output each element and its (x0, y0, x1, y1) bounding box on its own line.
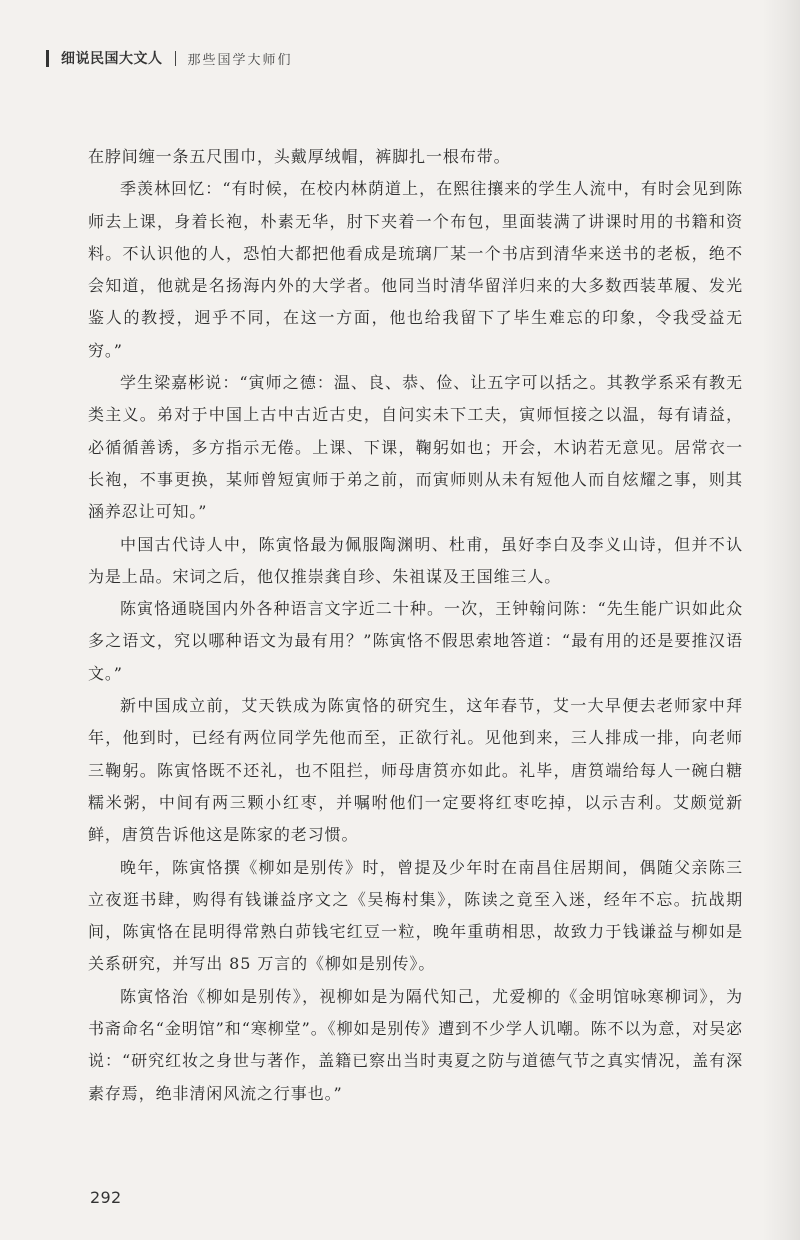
paragraph: 陈寅恪通晓国内外各种语言文字近二十种。一次，王钟翰问陈：“先生能广识如此众多之语文，究以哪种语文为最有用？”陈寅恪不假思索地答道：“最有用的还是要推汉语文。” (88, 599, 743, 683)
paragraph: 在脖间缠一条五尺围巾，头戴厚绒帽，裤脚扎一根布带。 (88, 147, 511, 166)
header-bar-mark (46, 50, 49, 67)
page-edge-shadow (762, 0, 800, 1240)
paragraph: 新中国成立前，艾天铁成为陈寅恪的研究生，这年春节，艾一大早便去老师家中拜年，他到时，已经有两位同学先他而至，正欲行礼。见他到来，三人排成一排，向老师三鞠躬。陈寅恪既不还礼，也不阻拦，师母唐筼亦如此。礼毕，唐筼端给每人一碗白糖糯米粥，中间有两三颗小红枣，并嘱咐他们一定要将红枣吃掉，以示吉利。艾颇觉新鲜，唐筼告诉他这是陈家的老习惯。 (88, 696, 743, 845)
header-separator (175, 51, 176, 66)
page-number: 292 (90, 1188, 122, 1207)
running-header (46, 48, 293, 68)
book-title: 细说民国大文人 (61, 51, 163, 67)
paragraph: 晚年，陈寅恪撰《柳如是别传》时，曾提及少年时在南昌住居期间，偶随父亲陈三立夜逛书肆，购得有钱谦益序文之《吴梅村集》，陈读之竟至入迷，经年不忘。抗战期间，陈寅恪在昆明得常熟白茆钱宅红豆一粒，晚年重萌相思，故致力于钱谦益与柳如是关系研究，并写出 85 万言的《柳如是别传》。 (88, 857, 743, 974)
paragraph: 季羡林回忆：“有时候，在校内林荫道上，在熙往攘来的学生人流中，有时会见到陈师去上课，身着长袍，朴素无华，肘下夹着一个布包，里面装满了讲课时用的书籍和资料。不认识他的人，恐怕大都把他看成是琉璃厂某一个书店到清华来送书的老板，绝不会知道，他就是名扬海内外的大学者。他同当时清华留洋归来的大多数西装革履、发光鉴人的教授，迥乎不同，在这一方面，他也给我留下了毕生难忘的印象，令我受益无穷。” (88, 179, 743, 360)
chapter-title: 那些国学大师们 (187, 52, 293, 68)
paragraph: 学生梁嘉彬说：“寅师之德：温、良、恭、俭、让五字可以括之。其教学系采有教无类主义。弟对于中国上古中古近古史，自问实未下工夫，寅师恒接之以温，每有请益，必循循善诱，多方指示无倦。上课、下课，鞠躬如也；开会，木讷若无意见。居常衣一长袍，不事更换，某师曾短寅师于弟之前，而寅师则从未有短他人而自炫耀之事，则其涵养忍让可知。” (88, 373, 743, 522)
body-text (88, 141, 743, 1110)
paragraph: 中国古代诗人中，陈寅恪最为佩服陶渊明、杜甫，虽好李白及李义山诗，但并不认为是上品。宋词之后，他仅推崇龚自珍、朱祖谋及王国维三人。 (88, 534, 743, 586)
paragraph: 陈寅恪治《柳如是别传》，视柳如是为隔代知己，尤爱柳的《金明馆咏寒柳词》，为书斋命名“金明馆”和“寒柳堂”。《柳如是别传》遭到不少学人讥嘲。陈不以为意，对吴宓说：“研究红妆之身世与著作，盖籍已察出当时夷夏之防与道德气节之真实情况，盖有深素存焉，绝非清闲风流之行事也。” (88, 986, 743, 1103)
